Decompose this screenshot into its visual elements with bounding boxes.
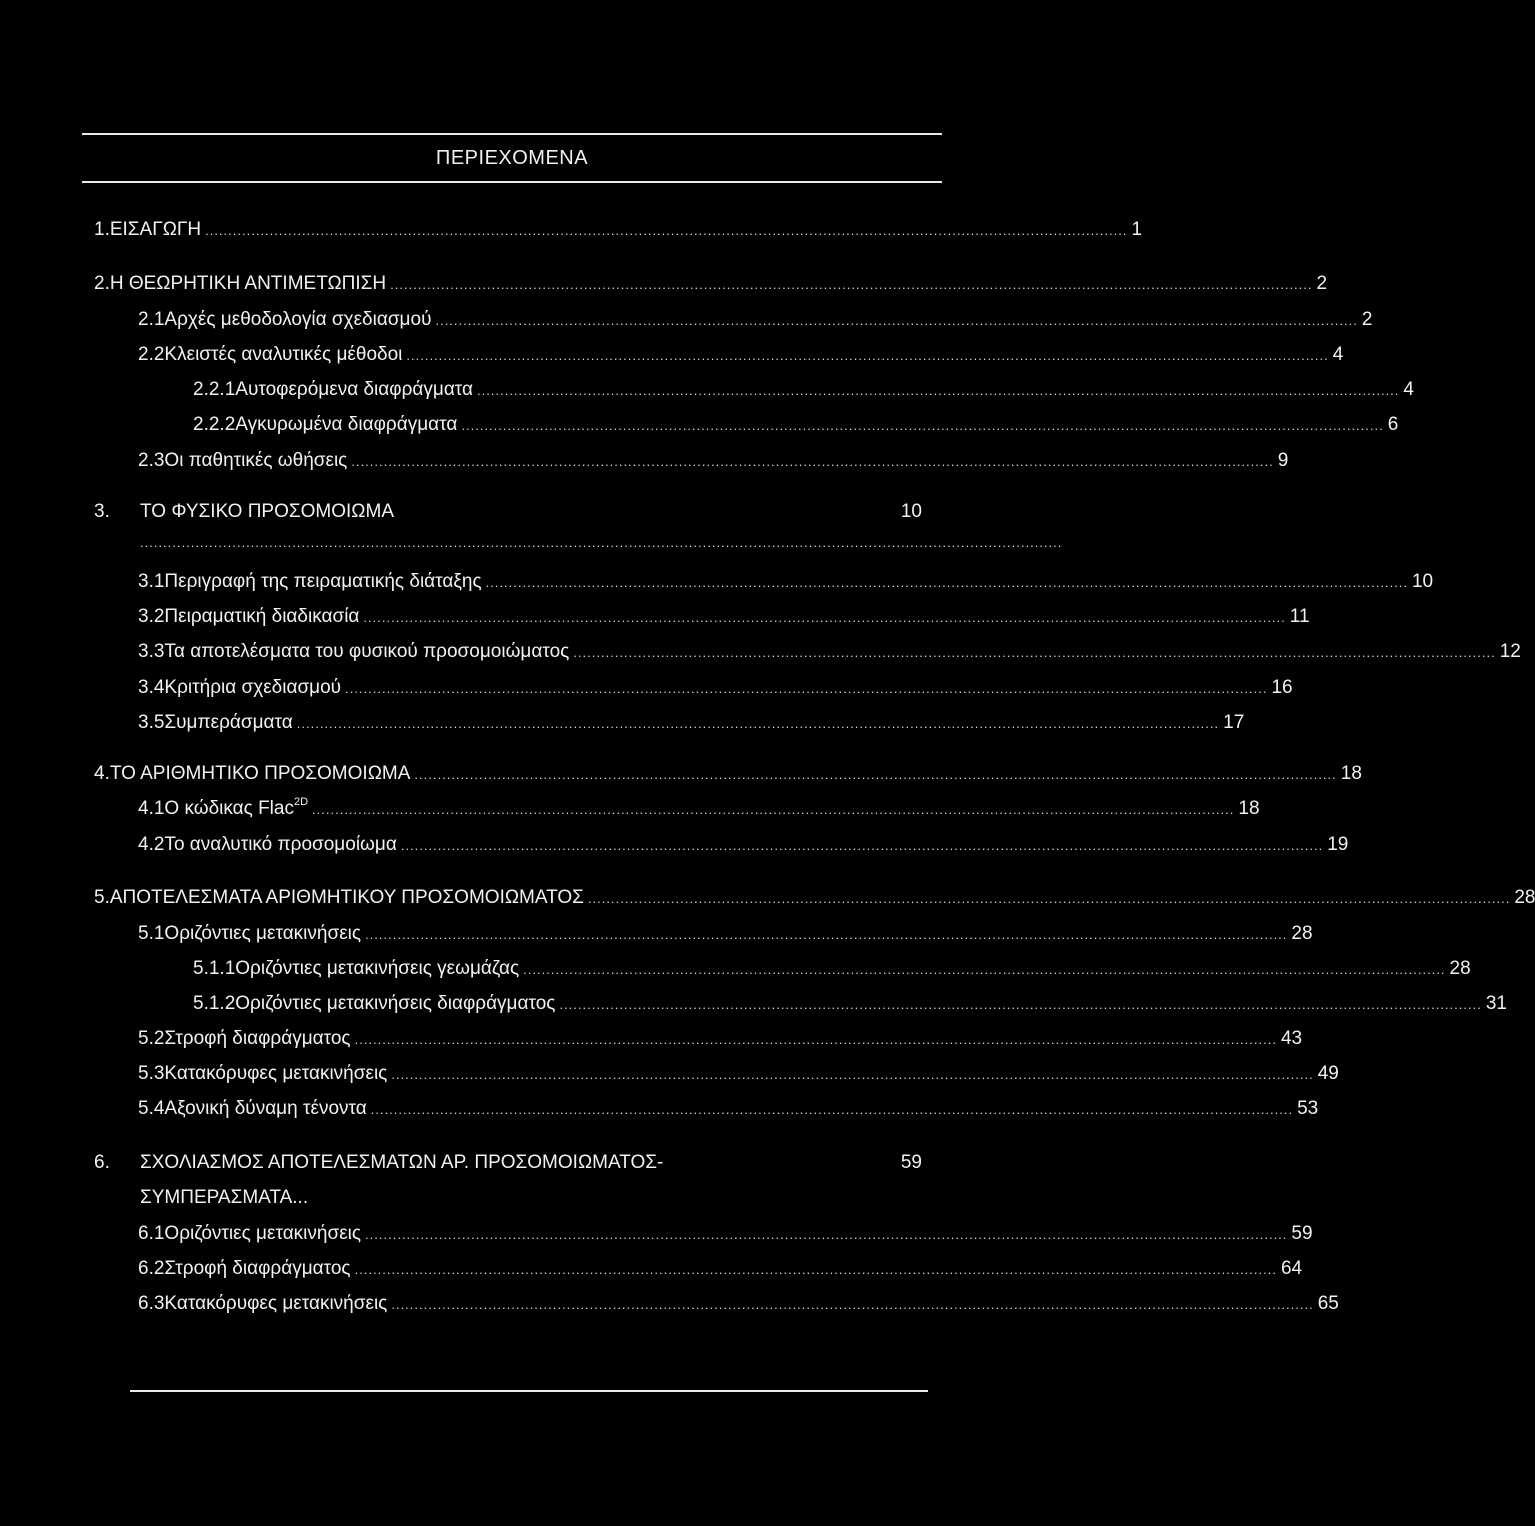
- toc-entry[interactable]: [138, 833, 1349, 857]
- dot-leader: ........................................................................................................................................................................................................: [523, 962, 1446, 977]
- toc-entry-page-number: 59: [900, 1152, 922, 1173]
- toc-entry-number: 2.2.1: [193, 379, 236, 400]
- dot-leader: ........................................................................................................................................................................................................: [140, 535, 1063, 550]
- toc-entry-page-number: 11: [1289, 606, 1310, 627]
- dot-leader: ........................................................................................................................................................................................................: [587, 891, 1511, 906]
- toc-entry-title: Αξονική δύναμη τένοντα: [164, 1098, 367, 1119]
- toc-entry-title: Οριζόντιες μετακινήσεις γεωμάζας: [235, 958, 520, 979]
- toc-entry-title: Συμπεράσματα: [164, 712, 293, 733]
- dot-leader: ........................................................................................................................................................................................................: [345, 681, 1268, 696]
- toc-entry-page-number: 18: [1238, 798, 1260, 819]
- toc-entry-number: 3.2: [138, 606, 165, 627]
- toc-entry-page-number: 2: [1361, 309, 1373, 330]
- toc-entry-title: Η ΘΕΩΡΗΤΙΚΗ ΑΝΤΙΜΕΤΩΠΙΣΗ: [109, 273, 387, 294]
- dot-leader: ........................................................................................................................................................................................................: [296, 716, 1220, 731]
- dot-leader: ........................................................................................................................................................................................................: [351, 454, 1274, 469]
- toc-entry-title: Οριζόντιες μετακινήσεις: [164, 1223, 362, 1244]
- toc-entry-number: 2.: [94, 273, 110, 294]
- toc-entry-title: Κλειστές αναλυτικές μέθοδοι: [164, 344, 403, 365]
- toc-entry[interactable]: [138, 605, 1310, 629]
- toc-entry-title: Ο κώδικας Flac$^{2D}$: [164, 795, 309, 819]
- toc-entry-page-number: 17: [1223, 712, 1245, 733]
- toc-entry[interactable]: [193, 957, 1471, 981]
- toc-entry-page-number: 28: [1514, 887, 1535, 908]
- toc-entry-title: Τα αποτελέσματα του φυσικού προσομοιώματος: [164, 641, 570, 662]
- toc-entry-page-number: 18: [1340, 763, 1362, 784]
- toc-entry-page-number: 31: [1485, 993, 1507, 1014]
- toc-entry-page-number: 28: [1291, 923, 1313, 944]
- dot-leader: ........................................................................................................................................................................................................: [400, 838, 1324, 853]
- toc-entry-page-number: 2: [1316, 273, 1328, 294]
- toc-entry-title: Κατακόρυφες μετακινήσεις: [164, 1293, 388, 1314]
- toc-entry[interactable]: [138, 922, 1313, 946]
- toc-entry-title: Οριζόντιες μετακινήσεις διαφράγματος: [235, 993, 556, 1014]
- dot-leader: ........................................................................................................................................................................................................: [414, 767, 1337, 782]
- toc-entry[interactable]: [94, 500, 922, 524]
- toc-entry-number: 2.1: [138, 309, 165, 330]
- toc-entry[interactable]: [138, 1027, 1303, 1051]
- toc-entry-number: 3.3: [138, 641, 165, 662]
- toc-entry[interactable]: [138, 676, 1293, 700]
- toc-entry-number: 5.3: [138, 1063, 165, 1084]
- toc-entry[interactable]: [94, 218, 1143, 242]
- toc-entry-number: 5.1.2: [193, 993, 236, 1014]
- toc-entry-page-number: 43: [1280, 1028, 1303, 1049]
- dot-leader: ........................................................................................................................................................................................................: [354, 1032, 1277, 1047]
- toc-entry-number: 1.: [94, 219, 110, 240]
- toc-entry-page-number: 9: [1277, 450, 1289, 471]
- toc-entry-page-number: 65: [1317, 1293, 1339, 1314]
- toc-entry[interactable]: [138, 570, 1434, 594]
- toc-entry[interactable]: [94, 1151, 922, 1175]
- toc-entry-page-number: 1: [1131, 219, 1143, 240]
- toc-entry-title: Αρχές μεθοδολογία σχεδιασμού: [164, 309, 432, 330]
- toc-entry[interactable]: [138, 1062, 1339, 1086]
- toc-entry-page-number: 16: [1271, 677, 1293, 698]
- dot-leader: ........................................................................................................................................................................................................: [559, 997, 1482, 1012]
- toc-entry-page-number: 4: [1332, 344, 1344, 365]
- toc-entry-title: ΤΟ ΦΥΣΙΚΟ ΠΡΟΣΟΜΟΙΩΜΑ: [140, 501, 394, 522]
- toc-entry-page-number: 6: [1387, 414, 1399, 435]
- toc-entry[interactable]: [193, 378, 1414, 402]
- toc-entry-title: Αγκυρωμένα διαφράγματα: [235, 414, 458, 435]
- toc-entry-number: 3.5: [138, 712, 165, 733]
- toc-entry-number: 4.2: [138, 834, 165, 855]
- toc-entry-title: Οι παθητικές ωθήσεις: [164, 450, 348, 471]
- toc-entry[interactable]: [138, 711, 1245, 735]
- dot-leader: ........................................................................................................................................................................................................: [365, 1227, 1288, 1242]
- toc-entry-page-number: 10: [900, 501, 922, 522]
- dot-leader: ........................................................................................................................................................................................................: [370, 1102, 1294, 1117]
- toc-entry-page-number: 64: [1280, 1258, 1303, 1279]
- toc-entry-number: 6.2: [138, 1258, 165, 1279]
- toc-entry-number: 5.2: [138, 1028, 165, 1049]
- toc-entry-number: 2.3: [138, 450, 165, 471]
- dot-leader: ........................................................................................................................................................................................................: [354, 1262, 1277, 1277]
- toc-entry-title: ΣΧΟΛΙΑΣΜΟΣ ΑΠΟΤΕΛΕΣΜΑΤΩΝ ΑΡ. ΠΡΟΣΟΜΟΙΩΜΑΤΟΣ-: [140, 1152, 664, 1173]
- toc-entry[interactable]: [138, 449, 1289, 473]
- dot-leader: ........................................................................................................................................................................................................: [477, 383, 1400, 398]
- dot-leader: ........................................................................................................................................................................................................: [363, 610, 1286, 625]
- toc-entry[interactable]: [94, 762, 1362, 786]
- toc-entry-number: 5.1.1: [193, 958, 236, 979]
- toc-entry-number: 2.2: [138, 344, 165, 365]
- toc-entry[interactable]: [138, 1222, 1313, 1246]
- toc-entry[interactable]: [138, 308, 1373, 332]
- toc-entry-title: Στροφή διαφράγματος: [164, 1258, 351, 1279]
- toc-entry-title: Περιγραφή της πειραματικής διάταξης: [164, 571, 482, 592]
- toc-entry[interactable]: [94, 272, 1328, 296]
- toc-entry-number: 5.1: [138, 923, 165, 944]
- toc-entry-title: ΑΠΟΤΕΛΕΣΜΑΤΑ ΑΡΙΘΜΗΤΙΚΟΥ ΠΡΟΣΟΜΟΙΩΜΑΤΟΣ: [109, 887, 584, 908]
- dot-leader: ........................................................................................................................................................................................................: [435, 313, 1358, 328]
- toc-entry-page-number: 10: [1411, 571, 1434, 592]
- toc-entry[interactable]: [138, 1257, 1303, 1281]
- toc-entry-number: 3.: [94, 501, 110, 522]
- toc-entry-number: 6.1: [138, 1223, 165, 1244]
- toc-entry-title: Οριζόντιες μετακινήσεις: [164, 923, 362, 944]
- toc-entry-number: 4.1: [138, 798, 165, 819]
- toc-entry-title: Το αναλυτικό προσομοίωμα: [164, 834, 397, 855]
- toc-entry-page-number: 19: [1327, 834, 1349, 855]
- toc-entry-number: 5.: [94, 887, 110, 908]
- toc-entry-number: 2.2.2: [193, 414, 236, 435]
- dot-leader: ........................................................................................................................................................................................................: [573, 645, 1496, 660]
- toc-entry[interactable]: [138, 1097, 1319, 1121]
- dot-leader: ........................................................................................................................................................................................................: [365, 927, 1288, 942]
- toc-entry-title: Πειραματική διαδικασία: [164, 606, 360, 627]
- toc-entry-page-number: 59: [1291, 1223, 1313, 1244]
- toc-entry-page-number: 53: [1297, 1098, 1319, 1119]
- toc-entry-number: 6.3: [138, 1293, 165, 1314]
- dot-leader: ........................................................................................................................................................................................................: [391, 1297, 1314, 1312]
- dot-leader: ........................................................................................................................................................................................................: [312, 802, 1235, 817]
- bottom-rule: [130, 1390, 928, 1392]
- dot-leader: ........................................................................................................................................................................................................: [485, 575, 1408, 590]
- toc-entry-superscript: 2D: [293, 795, 309, 808]
- toc-entry-number: 4.: [94, 763, 110, 784]
- toc-entry[interactable]: [138, 640, 1521, 664]
- toc-entry[interactable]: [193, 992, 1507, 1016]
- toc-entry-number: 5.4: [138, 1098, 165, 1119]
- toc-entry[interactable]: [138, 343, 1344, 367]
- toc-entry-title: Αυτοφερόμενα διαφράγματα: [235, 379, 474, 400]
- dot-leader: ........................................................................................................................................................................................................: [390, 277, 1313, 292]
- toc-entry-page-number: 12: [1499, 641, 1521, 662]
- toc-entry-number: 3.4: [138, 677, 165, 698]
- dot-leader: ........................................................................................................................................................................................................: [461, 418, 1384, 433]
- toc-entry[interactable]: [94, 886, 1535, 910]
- toc-entry[interactable]: [193, 413, 1399, 437]
- toc-entry[interactable]: [138, 1292, 1339, 1316]
- toc-entry-number: 3.1: [138, 571, 165, 592]
- toc-entry[interactable]: [94, 1186, 922, 1210]
- toc-entry-page-number: 28: [1449, 958, 1471, 979]
- toc-entry-title: ΕΙΣΑΓΩΓΗ: [109, 219, 202, 240]
- toc-entry-page-number: 4: [1403, 379, 1414, 400]
- toc-entry-title: ΤΟ ΑΡΙΘΜΗΤΙΚΟ ΠΡΟΣΟΜΟΙΩΜΑ: [109, 763, 411, 784]
- dot-leader: ........................................................................................................................................................................................................: [205, 223, 1128, 238]
- page-title: ΠΕΡΙΕΧΟΜΕΝΑ: [435, 147, 589, 169]
- toc-entry[interactable]: [138, 795, 1260, 821]
- toc-entry-title: Κριτήρια σχεδιασμού: [164, 677, 342, 698]
- toc-entry-number: 6.: [94, 1152, 110, 1173]
- dot-leader: ........................................................................................................................................................................................................: [391, 1067, 1314, 1082]
- toc-entry-title: Στροφή διαφράγματος: [164, 1028, 351, 1049]
- toc-entry-page-number: 49: [1317, 1063, 1339, 1084]
- dot-leader: ........................................................................................................................................................................................................: [406, 348, 1329, 363]
- toc-entry-title: ΣΥΜΠΕΡΑΣΜΑΤΑ...: [140, 1187, 309, 1208]
- toc-entry-title: Κατακόρυφες μετακινήσεις: [164, 1063, 388, 1084]
